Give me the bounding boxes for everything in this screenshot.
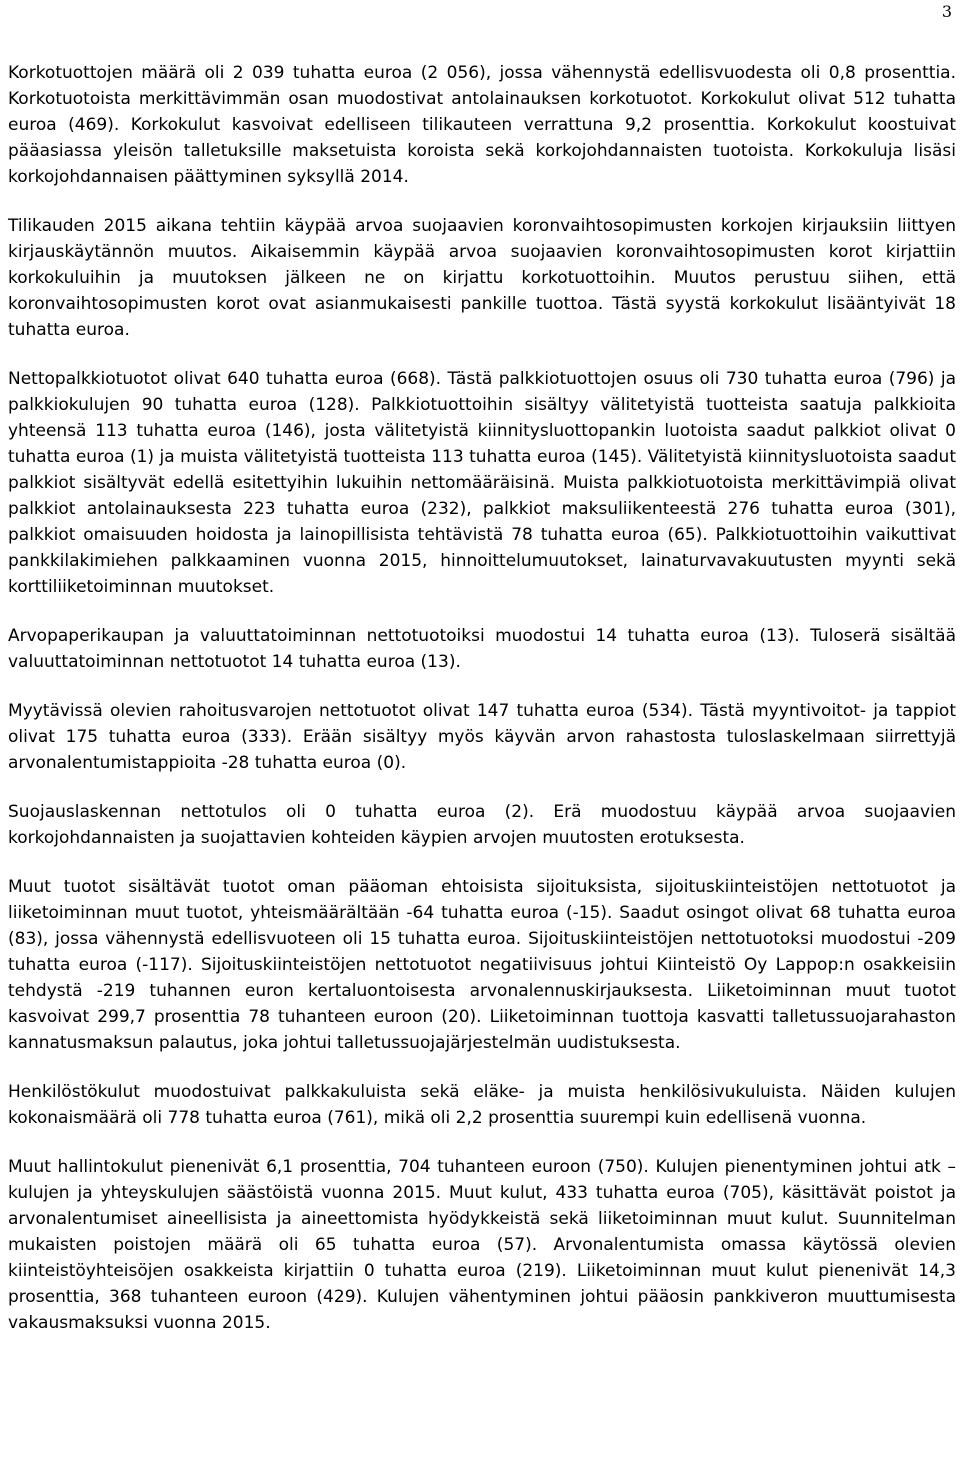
paragraph-personnel-expenses: Henkilöstökulut muodostuivat palkkakuluista sekä eläke- ja muista henkilösivukuluista. Näiden kulujen kokonaismäärä oli 778 tuhatta euroa (761), mikä oli 2,2 prosenttia suurempi kuin edellisenä vuonna. xyxy=(8,1082,956,1128)
paragraph-interest-income: Korkotuottojen määrä oli 2 039 tuhatta euroa (2 056), jossa vähennystä edellisvuodesta oli 0,8 prosenttia. Korkotuotoista merkittävimmän osan muodostivat antolainauksen korkotuotot. Korkokulut olivat 512 tuhatta euroa (469). Korkokulut kasvoivat edelliseen tilikauteen verrattuna 9,2 prosenttia. Korkokulut koostuivat pääasiassa yleisön talletuksille maksetuista koroista sekä korkojohdannaisten tuotoista. Korkokuluja lisäsi korkojohdannaisen päättyminen syksyllä 2014. xyxy=(8,63,956,187)
page-number: 3 xyxy=(941,2,952,21)
document-body xyxy=(8,60,956,1359)
paragraph-hedge-accounting: Suojauslaskennan nettotulos oli 0 tuhatta euroa (2). Erä muodostuu käypää arvoa suojaavien korkojohdannaisten ja suojattavien kohteiden käypien arvojen muutosten erotuksesta. xyxy=(8,802,956,848)
paragraph-other-income: Muut tuotot sisältävät tuotot oman pääoman ehtoisista sijoituksista, sijoituskiinteistöjen nettotuotot ja liiketoiminnan muut tuotot, yhteismäärältään -64 tuhatta euroa (-15). Saadut osingot olivat 68 tuhatta euroa (83), jossa vähennystä edellisvuoteen oli 15 tuhatta euroa. Sijoituskiinteistöjen nettotuotoksi muodostui -209 tuhatta euroa (-117). Sijoituskiinteistöjen nettotuotot negatiivisuus johtui Kiinteistö Oy Lappop:n osakkeisiin tehdystä -219 tuhannen euron kertaluontoisesta arvonalennuskirjauksesta. Liiketoiminnan muut tuotot kasvoivat 299,7 prosenttia 78 tuhanteen euroon (20). Liiketoiminnan tuottoja kasvatti talletussuojarahaston kannatusmaksun palautus, joka johtui talletussuojajärjestelmän uudistuksesta. xyxy=(8,877,956,1053)
paragraph-available-for-sale: Myytävissä olevien rahoitusvarojen nettotuotot olivat 147 tuhatta euroa (534). Tästä myyntivoitot- ja tappiot olivat 175 tuhatta euroa (333). Erään sisältyy myös käyvän arvon rahastosta tuloslaskelmaan siirrettyjä arvonalentumistappioita -28 tuhatta euroa (0). xyxy=(8,701,956,773)
paragraph-booking-change: Tilikauden 2015 aikana tehtiin käypää arvoa suojaavien koronvaihtosopimusten korkojen kirjauksiin liittyen kirjauskäytännön muutos. Aikaisemmin käypää arvoa suojaavien koronvaihtosopimusten korot kirjattiin korkokuluihin ja muutoksen jälkeen ne on kirjattu korkotuottoihin. Muutos perustuu siihen, että koronvaihtosopimusten korot ovat asianmukaisesti pankille tuottoa. Tästä syystä korkokulut lisääntyivät 18 tuhatta euroa. xyxy=(8,216,956,340)
paragraph-net-commission: Nettopalkkiotuotot olivat 640 tuhatta euroa (668). Tästä palkkiotuottojen osuus oli 730 tuhatta euroa (796) ja palkkiokulujen 90 tuhatta euroa (128). Palkkiotuottoihin sisältyy välitetyistä tuotteista saatuja palkkioita yhteensä 113 tuhatta euroa (146), josta välitetyistä kiinnitysluottopankin luotoista saadut palkkiot olivat 0 tuhatta euroa (1) ja muista välitetyistä tuotteista 113 tuhatta euroa (145). Välitetyistä kiinnitysluotoista saadut palkkiot sisältyvät edellä esitettyihin lukuihin nettomääräisinä. Muista palkkiotuotoista merkittävimpiä olivat palkkiot antolainauksesta 223 tuhatta euroa (232), palkkiot maksuliikenteestä 276 tuhatta euroa (301), palkkiot omaisuuden hoidosta ja lainopillisista tehtävistä 78 tuhatta euroa (65). Palkkiotuottoihin vaikuttivat pankkilakimiehen palkkaaminen vuonna 2015, hinnoittelumuutokset, lainaturvavakuutusten myynti sekä korttiliiketoiminnan muutokset. xyxy=(8,369,956,597)
paragraph-admin-expenses: Muut hallintokulut pienenivät 6,1 prosenttia, 704 tuhanteen euroon (750). Kulujen pienentyminen johtui atk –kulujen ja yhteyskulujen säästöistä vuonna 2015. Muut kulut, 433 tuhatta euroa (705), käsittävät poistot ja arvonalentumiset aineellisista ja aineettomista hyödykkeistä sekä liiketoiminnan muut kulut. Suunnitelman mukaisten poistojen määrä oli 65 tuhatta euroa (57). Arvonalentumista omassa käytössä olevien kiinteistöyhteisöjen osakkeista kirjattiin 0 tuhatta euroa (219). Liiketoiminnan muut kulut pienenivät 14,3 prosenttia, 368 tuhanteen euroon (429). Kulujen vähentyminen johtui pääosin pankkiveron muuttumisesta vakausmaksuksi vuonna 2015. xyxy=(8,1157,956,1333)
paragraph-securities-trading: Arvopaperikaupan ja valuuttatoiminnan nettotuotoiksi muodostui 14 tuhatta euroa (13). Tuloserä sisältää valuuttatoiminnan nettotuotot 14 tuhatta euroa (13). xyxy=(8,626,956,672)
